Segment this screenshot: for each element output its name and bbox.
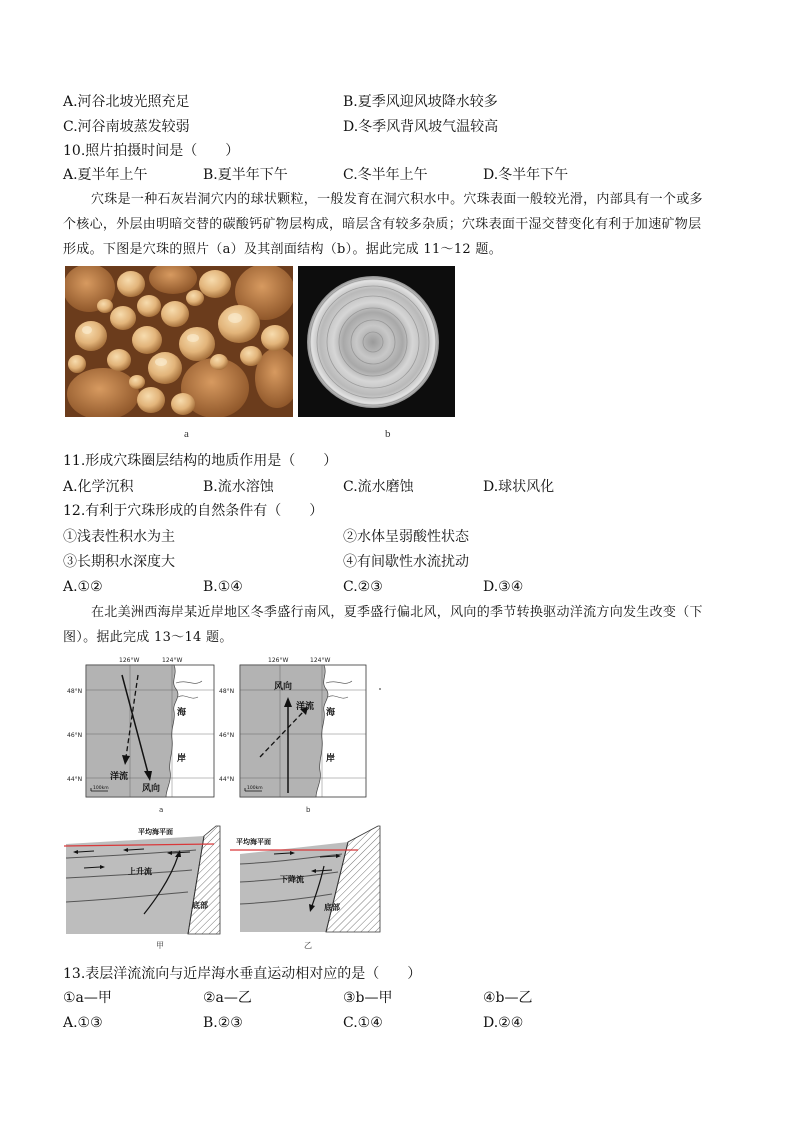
- section-yi-flow-label: 下降流: [280, 875, 304, 884]
- q13-item-4: ④b—乙: [483, 990, 533, 1006]
- map-a-coast-label-2: 岸: [177, 754, 187, 764]
- passage-ocean-current-line1: 在北美洲西海岸某近岸地区冬季盛行南风，夏季盛行偏北风，风向的季节转换驱动洋流方向发生改变（下: [91, 605, 703, 620]
- section-jia: [64, 824, 224, 952]
- q13-option-b: B.②③: [203, 1015, 243, 1031]
- q12-option-d: D.③④: [483, 579, 524, 595]
- map-b-caption: b: [306, 806, 311, 813]
- passage-ocean-current-line2: 图）。据此完成 13～14 题。: [63, 630, 233, 645]
- q10-stem: 10.照片拍摄时间是（ ）: [63, 143, 240, 159]
- q13-stem: 13.表层洋流流向与近岸海水垂直运动相对应的是（ ）: [63, 966, 422, 982]
- map-b-lon-124: 124°W: [310, 657, 331, 664]
- map-b-current-label: 洋流: [296, 702, 315, 712]
- section-yi-sea-level: 平均海平面: [236, 838, 271, 846]
- q10-option-b: B.夏半年下午: [203, 167, 288, 183]
- map-a-lat-48: 48°N: [67, 688, 83, 695]
- passage-cave-pearl: [63, 187, 733, 262]
- q11-stem: 11.形成穴珠圈层结构的地质作用是（ ）: [63, 453, 338, 469]
- coast-map-a: [66, 653, 216, 813]
- q13-item-2: ②a—乙: [203, 990, 252, 1006]
- q9-option-a: A.河谷北坡光照充足: [63, 94, 190, 110]
- cave-pearl-cross-section: [298, 266, 455, 417]
- q13-item-3: ③b—甲: [343, 990, 393, 1006]
- map-b-lat-46: 46°N: [219, 732, 235, 739]
- q10-option-d: D.冬半年下午: [483, 167, 569, 183]
- map-a-scale: 100km: [93, 786, 109, 791]
- q13-item-1: ①a—甲: [63, 990, 112, 1006]
- q11-option-b: B.流水溶蚀: [203, 479, 274, 495]
- coast-map-b: [218, 653, 378, 813]
- q13-option-d: D.②④: [483, 1015, 524, 1031]
- q12-stem: 12.有利于穴珠形成的自然条件有（ ）: [63, 503, 324, 519]
- q10-option-c: C.冬半年上午: [343, 167, 428, 183]
- stray-dot: [379, 688, 381, 690]
- map-b-wind-label: 风向: [274, 682, 293, 692]
- section-jia-flow-label: 上升流: [128, 867, 152, 876]
- section-yi-bottom-label: 底部: [324, 903, 340, 912]
- q9-option-d: D.冬季风背风坡气温较高: [343, 119, 499, 135]
- figure1-caption-a: a: [184, 428, 189, 440]
- map-b-lat-48: 48°N: [219, 688, 235, 695]
- map-b-lon-126: 126°W: [268, 657, 289, 664]
- q13-option-c: C.①④: [343, 1015, 383, 1031]
- section-jia-sea-level: 平均海平面: [138, 828, 173, 836]
- map-a-lon-126: 126°W: [119, 657, 140, 664]
- q12-item-3: ③长期积水深度大: [63, 554, 175, 570]
- map-b-coast-label-1: 海: [326, 708, 336, 718]
- q9-option-c: C.河谷南坡蒸发较弱: [63, 119, 190, 135]
- map-b-coast-label-2: 岸: [326, 754, 336, 764]
- q12-item-2: ②水体呈弱酸性状态: [343, 529, 469, 545]
- map-a-lon-124: 124°W: [162, 657, 183, 664]
- cave-pearl-photo: [65, 266, 293, 417]
- map-b-lat-44: 44°N: [219, 776, 235, 783]
- q12-option-a: A.①②: [63, 579, 103, 595]
- q13-option-a: A.①③: [63, 1015, 103, 1031]
- section-yi: [228, 824, 384, 952]
- map-a-lat-44: 44°N: [67, 776, 83, 783]
- q9-option-b: B.夏季风迎风坡降水较多: [343, 94, 498, 110]
- passage-cave-pearl-line2: 个核心，外层由明暗交替的碳酸钙矿物层构成，暗层含有较多杂质；穴珠表面干湿交替变化有利于加速矿物层: [63, 217, 702, 232]
- q11-option-c: C.流水磨蚀: [343, 479, 414, 495]
- figure1-caption-b: b: [385, 428, 391, 440]
- map-b-scale: 100km: [247, 786, 263, 791]
- passage-cave-pearl-line1: 穴珠是一种石灰岩洞穴内的球状颗粒，一般发育在洞穴积水中。穴珠表面一般较光滑，内部具有一个或多: [91, 192, 703, 207]
- q10-option-a: A.夏半年上午: [63, 167, 148, 183]
- q12-item-1: ①浅表性积水为主: [63, 529, 175, 545]
- passage-cave-pearl-line3: 形成。下图是穴珠的照片（a）及其剖面结构（b）。据此完成 11～12 题。: [63, 242, 503, 257]
- map-a-current-label: 洋流: [110, 772, 129, 782]
- map-a-caption: a: [159, 806, 164, 813]
- map-a-lat-46: 46°N: [67, 732, 83, 739]
- section-jia-caption: 甲: [156, 941, 164, 950]
- q11-option-d: D.球状风化: [483, 479, 555, 495]
- q12-option-b: B.①④: [203, 579, 243, 595]
- q12-item-4: ④有间歇性水流扰动: [343, 554, 469, 570]
- section-yi-caption: 乙: [304, 941, 312, 950]
- passage-ocean-current: [63, 600, 733, 650]
- map-a-wind-label: 风向: [142, 784, 161, 794]
- section-jia-bottom-label: 底部: [192, 901, 208, 910]
- q11-option-a: A.化学沉积: [63, 479, 134, 495]
- q12-option-c: C.②③: [343, 579, 383, 595]
- map-a-coast-label-1: 海: [177, 708, 187, 718]
